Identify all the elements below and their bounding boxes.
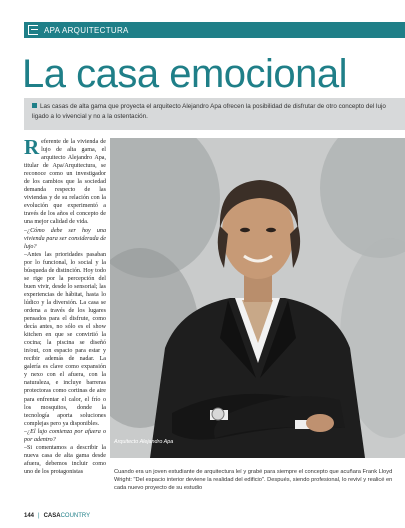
footer-separator: | xyxy=(38,513,40,519)
publication-name-bold: CASA xyxy=(43,513,61,519)
enter-icon xyxy=(28,25,38,35)
body-paragraph-1 xyxy=(24,138,106,227)
publication-name-light: COUNTRY xyxy=(60,513,91,519)
question-2: –¿El lujo comienza por afuera o por adentro? xyxy=(24,428,106,443)
portrait-photo xyxy=(110,138,405,458)
page-footer xyxy=(24,511,90,521)
section-header-bar xyxy=(24,22,405,38)
intro-band xyxy=(24,98,405,130)
photo-credit: Arquitecto Alejandro Apa xyxy=(114,439,174,445)
photo-caption: Cuando era un joven estudiante de arquitectura leí y grabé para siempre el concepto que acuñara Frank Lloyd Wright: "Del espacio interior deviene la realidad del edificio". Después, siendo profesional, lo reviví y realicé en cada nuevo proyecto de su estudio xyxy=(114,469,393,491)
section-label: APA ARQUITECTURA xyxy=(44,25,129,35)
article-headline: La casa emocional xyxy=(22,52,348,96)
page-number: 144 xyxy=(24,513,35,519)
body-column xyxy=(24,138,106,508)
question-1: –¿Cómo debe ser hoy una vivienda para ser considerada de lujo? xyxy=(24,227,106,250)
square-bullet-icon xyxy=(32,103,37,108)
intro-text: Las casas de alta gama que proyecta el arquitecto Alejandro Apa ofrecen la posibilidad de disfrutar de otro concepto del lujo ligado a lo vivencial y no a la ostentación. xyxy=(32,103,386,120)
drop-cap: R xyxy=(24,138,40,159)
body-text-1: eferente de la vivienda de lujo de alta gama, el arquitecto Alejandro Apa, titular de Apa/Arquitectura, se reconoce como un investigador de los cambios que la sociedad demanda respecto de las viviendas y de su relación con la evolución que experimentó a través de los años el concepto de una mejor calidad de vida. xyxy=(24,139,106,226)
top-margin xyxy=(0,0,405,10)
portrait-illustration xyxy=(110,138,405,458)
body-paragraph-2: –Antes las prioridades pasaban por lo funcional, lo social y la búsqueda de distinción. Hoy todo se rige por la percepción del buen vivir, desde lo sensorial; las experiencias de hábitat, hasta lo lúdico y la diversión. La casa se ordena a través de los lugares pensados para el disfrute, como decía antes, no sólo es el show kitchen en que se convirtió la cocina; la piscina se diseñó in/out, con espacio para estar y recibir además de nadar. La galería es clave como expansión y nexo con el afuera, con la naturaleza, e incluye barreras protectoras como cortinas de aire para enfrentar el calor, el frío o los mosquitos, donde la tecnología aporta soluciones complejas pero ya disponibles. xyxy=(24,251,106,427)
body-paragraph-3: –Si comentamos a describir la nueva casa de alta gama desde afuera, debemos incluir como uno de los protagonistas xyxy=(24,444,106,475)
